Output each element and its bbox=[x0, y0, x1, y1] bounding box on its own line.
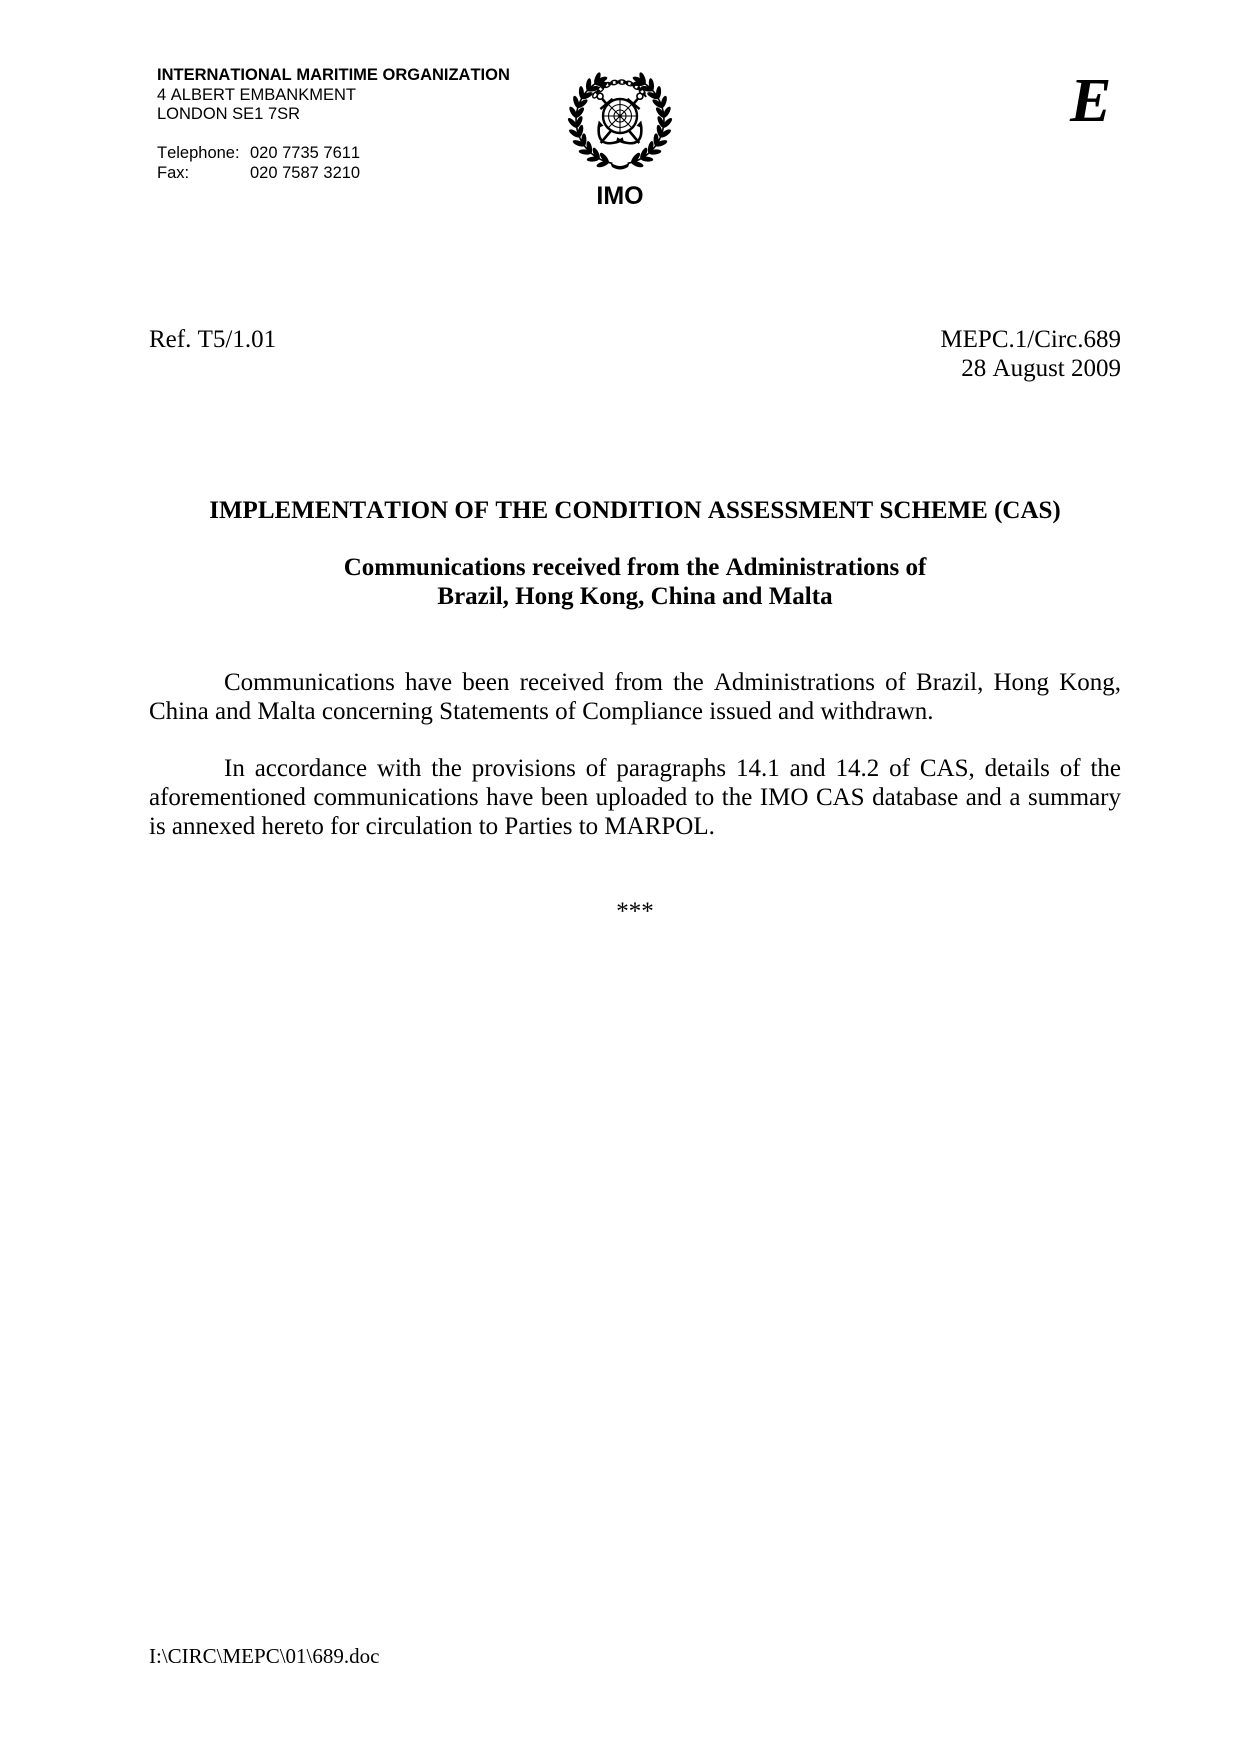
letterhead bbox=[157, 66, 510, 183]
globe-icon bbox=[603, 99, 637, 133]
document-symbol-block bbox=[940, 325, 1121, 383]
document-subtitle bbox=[149, 553, 1121, 611]
reference-number: Ref. T5/1.01 bbox=[149, 326, 277, 353]
header-spacer bbox=[157, 125, 510, 145]
logo-label: IMO bbox=[596, 182, 644, 210]
body-paragraph: In accordance with the provisions of paragraphs 14.1 and 14.2 of CAS, details of the aforementioned communications have been uploaded to the IMO CAS database and a summary is annexed hereto for circulation to Parties to MARPOL. bbox=[149, 755, 1121, 840]
address-line-1: 4 ALBERT EMBANKMENT bbox=[157, 85, 356, 104]
body-paragraph: Communications have been received from the Administrations of Brazil, Hong Kong, China and Malta concerning Statements of Compliance issued and withdrawn. bbox=[149, 669, 1121, 725]
language-code: E bbox=[1070, 67, 1112, 135]
laurel-leaf bbox=[581, 133, 586, 146]
fax-label: Fax: bbox=[157, 163, 190, 182]
laurel-leaf bbox=[654, 133, 659, 146]
document-date: 28 August 2009 bbox=[961, 355, 1121, 382]
subtitle-line: Communications received from the Administrations of bbox=[343, 554, 927, 581]
fax-row bbox=[157, 164, 510, 184]
address-line-2: LONDON SE1 7SR bbox=[157, 105, 301, 123]
imo-emblem-icon bbox=[562, 70, 678, 170]
document-symbol: MEPC.1/Circ.689 bbox=[940, 326, 1121, 353]
subtitle-line: Brazil, Hong Kong, China and Malta bbox=[437, 583, 833, 610]
telephone-label: Telephone: bbox=[157, 144, 240, 162]
document-title: IMPLEMENTATION OF THE CONDITION ASSESSMENT SCHEME (CAS) bbox=[209, 497, 1061, 524]
organization-name: INTERNATIONAL MARITIME ORGANIZATION bbox=[157, 66, 510, 84]
end-separator: *** bbox=[616, 898, 654, 925]
telephone-number: 020 7735 7611 bbox=[250, 144, 361, 162]
file-path-footer: I:\CIRC\MEPC\01\689.doc bbox=[149, 1644, 380, 1668]
fax-number: 020 7587 3210 bbox=[250, 163, 361, 182]
telephone-row bbox=[157, 144, 510, 164]
